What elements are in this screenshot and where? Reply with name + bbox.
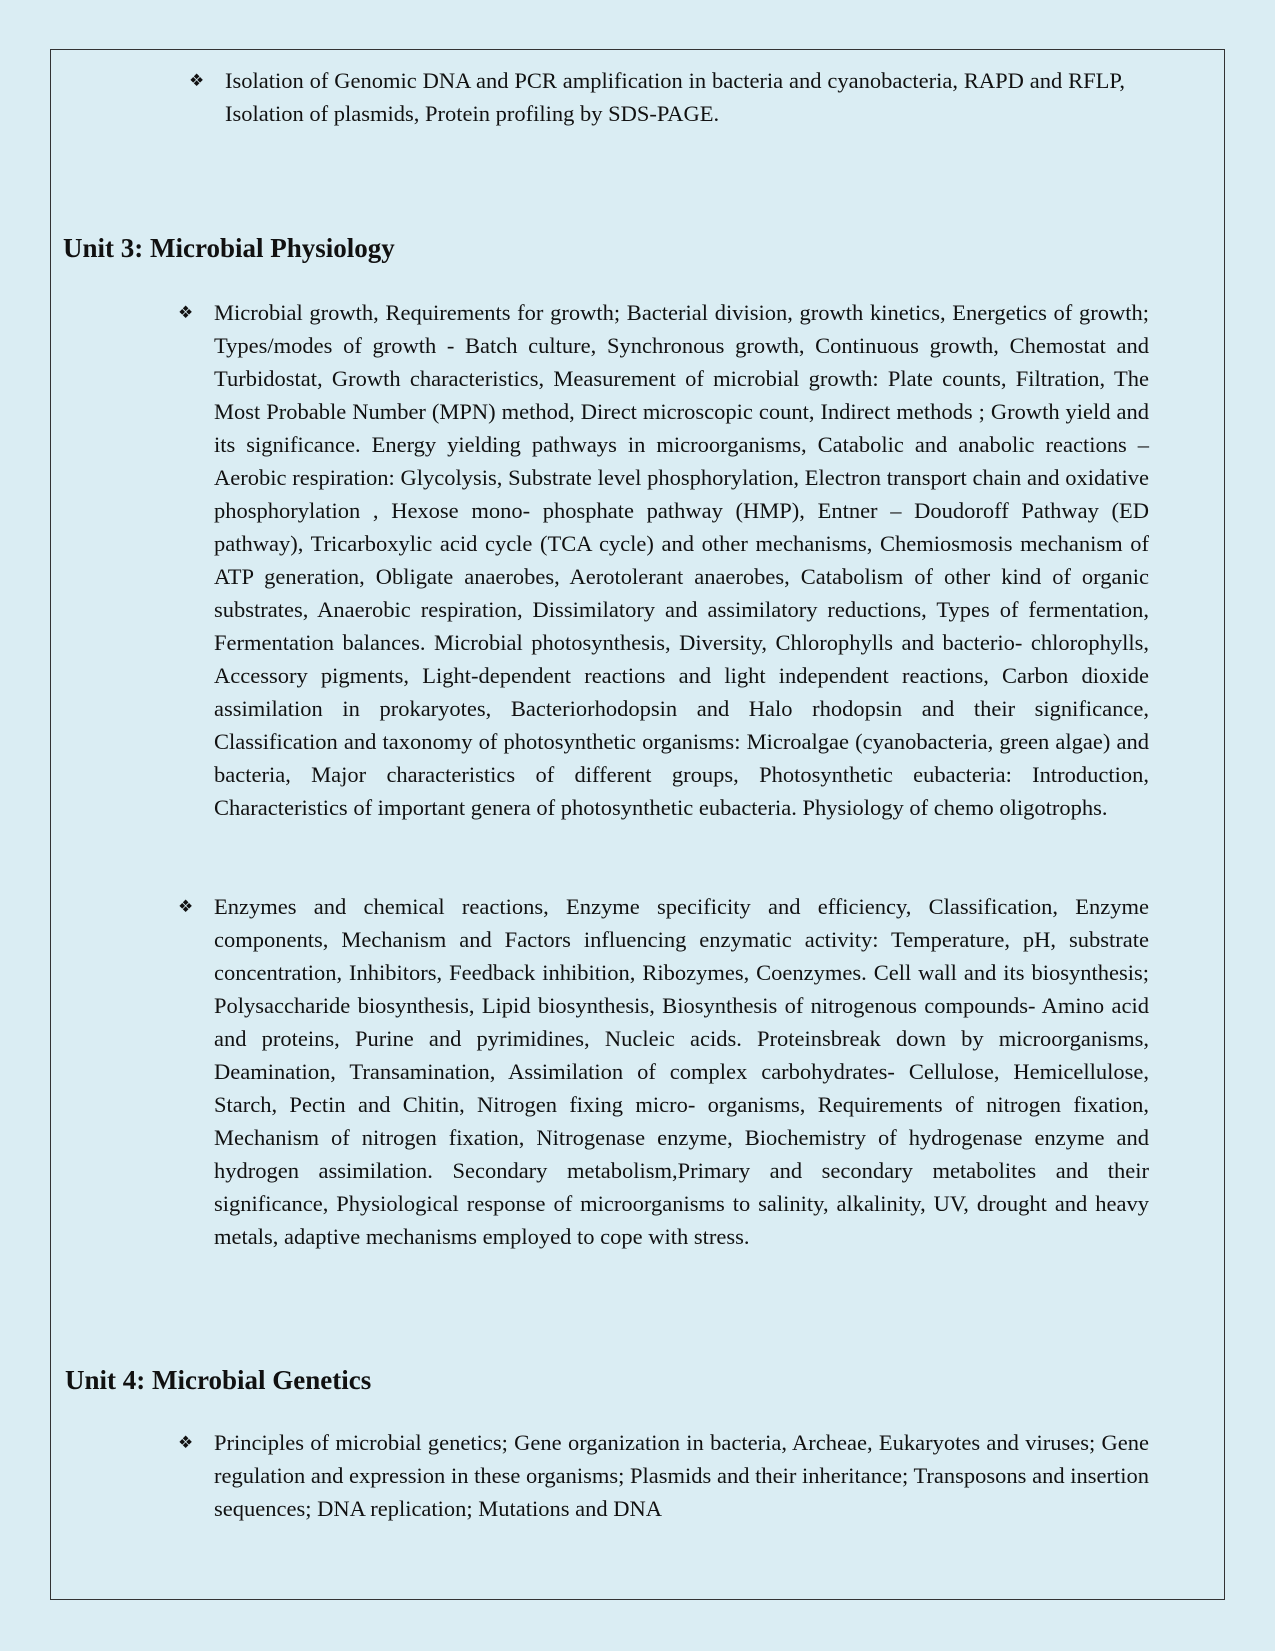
diamond-bullet-icon: ❖ xyxy=(189,71,205,90)
list-item xyxy=(178,296,1149,824)
list-item-text: Isolation of Genomic DNA and PCR amplification in bacteria and cyanobacteria, RAPD and RFLP, Isolation of plasmids, Protein profiling by SDS-PAGE. xyxy=(225,68,1125,126)
diamond-bullet-icon: ❖ xyxy=(178,303,194,322)
diamond-bullet-icon: ❖ xyxy=(178,1433,194,1452)
list-item xyxy=(178,890,1149,1253)
list-item-text: Principles of microbial genetics; Gene organization in bacteria, Archeae, Eukaryotes and viruses; Gene regulation and expression in these organisms; Plasmids and their inheritance; Transposons and insertion sequences; DNA replication; Mutations and DNA xyxy=(214,1430,1149,1521)
list-item xyxy=(189,64,1125,130)
diamond-bullet-icon: ❖ xyxy=(178,897,194,916)
list-item xyxy=(178,1426,1149,1525)
section-heading: Unit 3: Microbial Physiology xyxy=(63,233,395,263)
list-item-text: Microbial growth, Requirements for growth; Bacterial division, growth kinetics, Energetics of growth; Types/modes of growth - Batch culture, Synchronous growth, Continuous growth, Chemostat and Turbidostat, Growth characteristics, Measurement of microbial growth: Plate counts, Filtration, The Most Probable Number (MPN) method, Direct microscopic count, Indirect methods ; Growth yield and its significance. Energy yielding pathways in microorganisms, Catabolic and anabolic reactions – Aerobic respiration: Glycolysis, Substrate level phosphorylation, Electron transport chain and oxidative phosphorylation , Hexose mono- phosphate pathway (HMP), Entner – Doudoroff Pathway (ED pathway), Tricarboxylic acid cycle (TCA cycle) and other mechanisms, Chemiosmosis mechanism of ATP generation, Obligate anaerobes, Aerotolerant anaerobes, Catabolism of other kind of organic substrates, Anaerobic respiration, Dissimilatory and assimilatory reductions, Types of fermentation, Fermentation balances. Microbial photosynthesis, Diversity, Chlorophylls and bacterio- chlorophylls, Accessory pigments, Light-dependent reactions and light independent reactions, Carbon dioxide assimilation in prokaryotes, Bacteriorhodopsin and Halo rhodopsin and their significance, Classification and taxonomy of photosynthetic organisms: Microalgae (cyanobacteria, green algae) and bacteria, Major characteristics of different groups, Photosynthetic eubacteria: Introduction, Characteristics of important genera of photosynthetic eubacteria. Physiology of chemo oligotrophs. xyxy=(214,300,1149,820)
section-heading: Unit 4: Microbial Genetics xyxy=(65,1365,372,1395)
list-item-text: Enzymes and chemical reactions, Enzyme specificity and efficiency, Classification, Enzyme components, Mechanism and Factors influencing enzymatic activity: Temperature, pH, substrate concentration, Inhibitors, Feedback inhibition, Ribozymes, Coenzymes. Cell wall and its biosynthesis; Polysaccharide biosynthesis, Lipid biosynthesis, Biosynthesis of nitrogenous compounds- Amino acid and proteins, Purine and pyrimidines, Nucleic acids. Proteinsbreak down by microorganisms, Deamination, Transamination, Assimilation of complex carbohydrates- Cellulose, Hemicellulose, Starch, Pectin and Chitin, Nitrogen fixing micro- organisms, Requirements of nitrogen fixation, Mechanism of nitrogen fixation, Nitrogenase enzyme, Biochemistry of hydrogenase enzyme and hydrogen assimilation. Secondary metabolism,Primary and secondary metabolites and their significance, Physiological response of microorganisms to salinity, alkalinity, UV, drought and heavy metals, adaptive mechanisms employed to cope with stress. xyxy=(214,894,1149,1249)
